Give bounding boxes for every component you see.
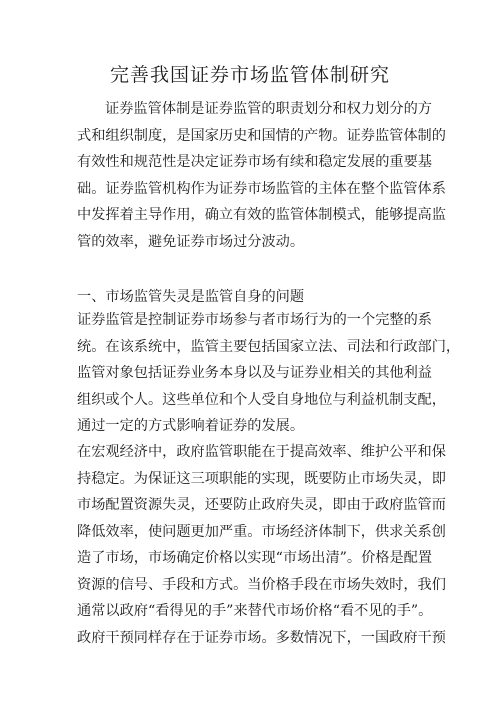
paragraph-line: 在宏观经济中，政府监管职能在于提高效率、维护公平和保 [77,444,446,460]
intro-paragraph [77,96,446,255]
paragraph-line: 降低效率，使问题更加严重。市场经济体制下，供求关系创 [77,523,446,540]
paragraph-line: 通过一定的方式影响着证券的发展。 [77,418,305,434]
paragraph-line: 管的效率，避免证券市场过分波动。 [77,233,305,250]
body-paragraph [77,439,446,651]
paragraph-line: 证券监管是控制证券市场参与者市场行为的一个完整的系 [77,312,432,328]
section-heading: 一、市场监管失灵是监管自身的问题 [77,289,305,305]
paragraph-line: 组织或个人。这些单位和个人受自身地位与利益机制支配， [77,391,446,408]
body-paragraph [77,307,461,440]
paragraph-line: 证券监管体制是证券监管的职责划分和权力划分的方 [105,101,432,117]
paragraph-line: 式和组织制度，是国家历史和国情的产物。证券监管体制的 [77,127,446,144]
paragraph-line: 中发挥着主导作用，确立有效的监管体制模式，能够提高监 [77,207,446,223]
paragraph-line: 政府干预同样存在于证券市场。多数情况下，一国政府干预 [77,629,446,646]
paragraph-line: 础。证券监管机构作为证券市场监管的主体在整个监管体系 [77,180,446,197]
paragraph-line: 监管对象包括证券业务本身以及与证券业相关的其他利益 [77,365,432,381]
paragraph-line: 持稳定。为保证这三项职能的实现，既要防止市场失灵，即 [77,470,446,487]
document-title: 完善我国证券市场监管体制研究 [109,64,390,86]
paragraph-line: 统。在该系统中，监管主要包括国家立法、司法和行政部门， [77,338,461,355]
paragraph-line: 资源的信号、手段和方式。当价格手段在市场失效时，我们 [77,576,446,593]
paragraph-line: 市场配置资源失灵，还要防止政府失灵，即由于政府监管而 [77,497,446,513]
paragraph-line: 通常以政府“看得见的手”来替代市场价格“看不见的手”。 [77,603,433,619]
paragraph-line: 有效性和规范性是决定证券市场有续和稳定发展的重要基 [77,154,432,170]
paragraph-line: 造了市场，市场确定价格以实现“市场出清”。价格是配置 [77,550,433,566]
